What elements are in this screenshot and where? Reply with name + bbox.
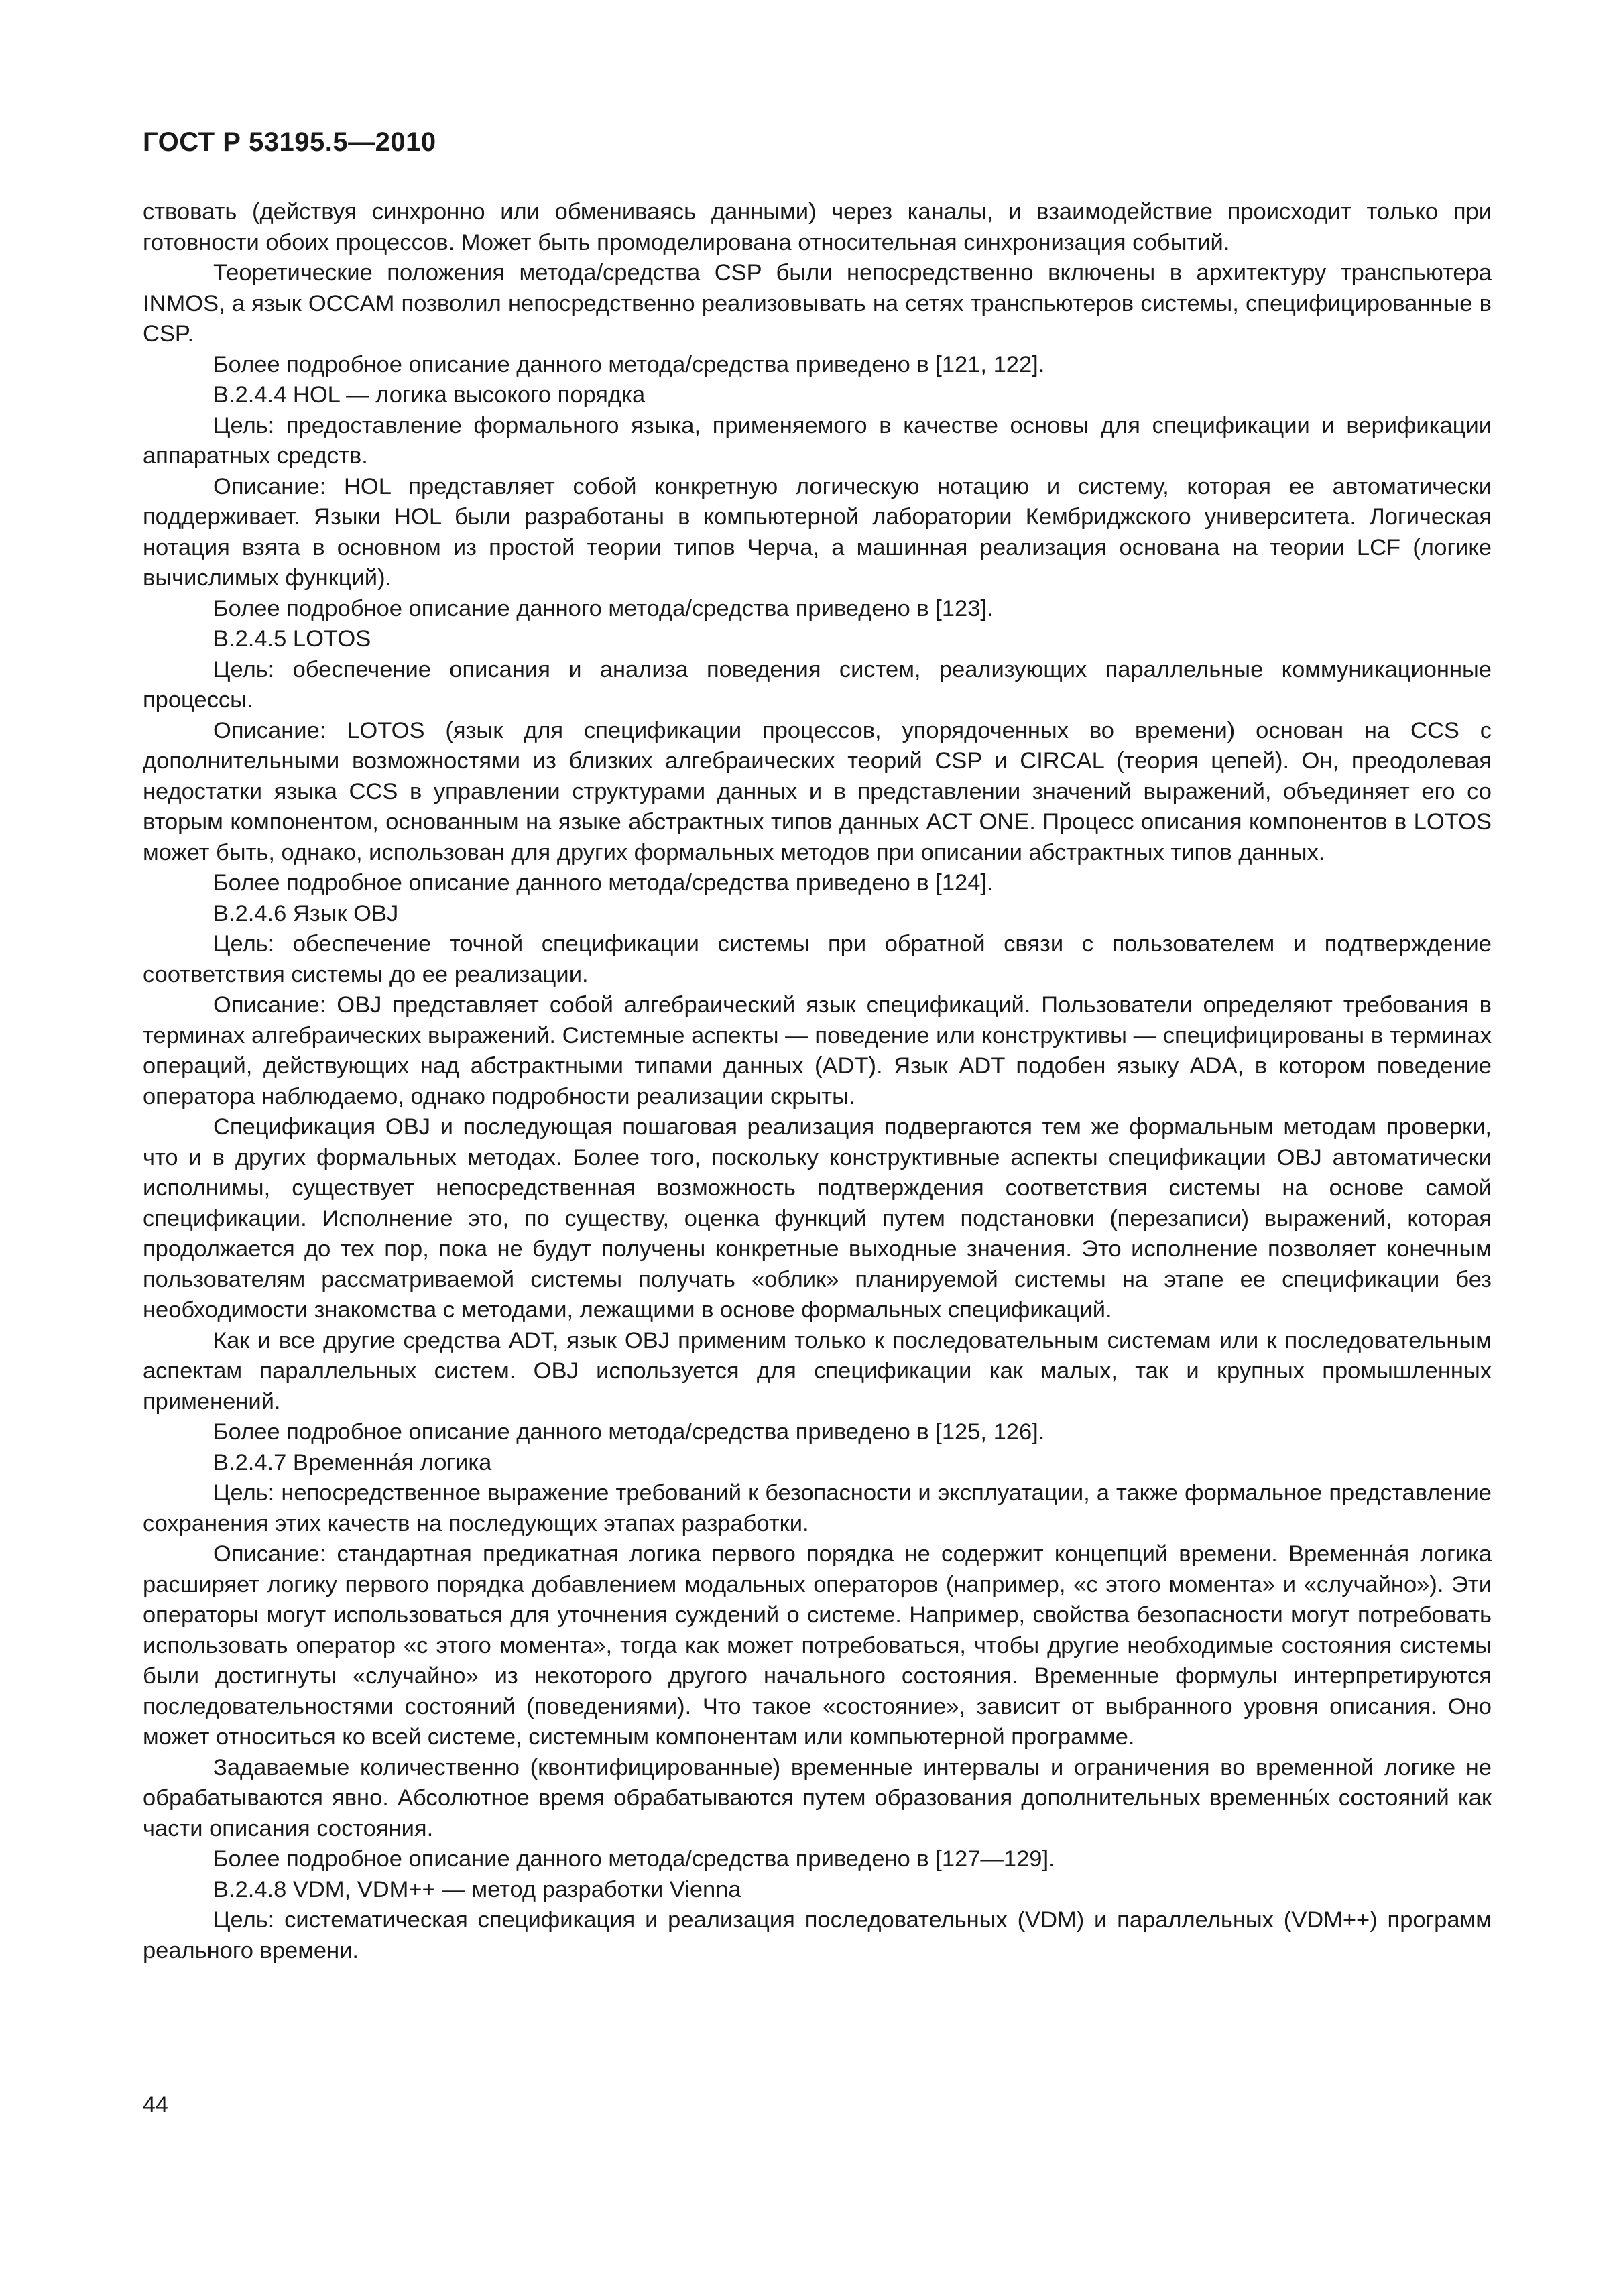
section-heading: В.2.4.6 Язык OBJ [213, 900, 399, 926]
paragraph: Более подробное описание данного метода/средства приведено в [125, 126]. [213, 1419, 1045, 1445]
paragraph: Описание: OBJ представляет собой алгебраический язык спецификаций. Пользователи определяют требования в терминах алгебраических выражений. Системные аспекты — поведение или конструктивы — специфицированы в терминах операций, действующих над абстрактными типами данных (ADT). Язык ADT подобен языку ADA, в котором поведение оператора наблюдаемо, однако подробности реализации скрыты. [143, 992, 1492, 1109]
paragraph: Теоретические положения метода/средства CSP были непосредственно включены в архитектуру транспьютера INMOS, а язык OCCAM позволил непосредственно реализовывать на сетях транспьютеров системы, специфицированные в CSP. [143, 260, 1492, 347]
paragraph: Более подробное описание данного метода/средства приведено в [124]. [213, 870, 994, 896]
paragraph: ствовать (действуя синхронно или обмениваясь данными) через каналы, и взаимодействие происходит только при готовности обоих процессов. Может быть промоделирована относительная синхронизация событий. [143, 199, 1492, 255]
body-text [143, 197, 1492, 1966]
page [143, 122, 1492, 1966]
paragraph: Цель: обеспечение описания и анализа поведения систем, реализующих параллельные коммуникационные процессы. [143, 656, 1492, 713]
paragraph: Более подробное описание данного метода/средства приведено в [123]. [213, 595, 994, 621]
paragraph: Описание: HOL представляет собой конкретную логическую нотацию и систему, которая ее автоматически поддерживает. Языки HOL были разработаны в компьютерной лаборатории Кембриджского университета. Логическая нотация взята в основном из простой теории типов Черча, а машинная реализация основана на теории LCF (логике вычислимых функций). [143, 473, 1492, 591]
paragraph: Описание: LOTOS (язык для спецификации процессов, упорядоченных во времени) основан на CCS с дополнительными возможностями из близких алгебраических теорий CSP и CIRCAL (теория цепей). Он, преодолевая недостатки языка CCS в управлении структурами данных и в представлении значений выражений, объединяет его со вторым компонентом, основанным на языке абстрактных типов данных ACT ONE. Процесс описания компонентов в LOTOS может быть, однако, использован для других формальных методов при описании абстрактных типов данных. [143, 717, 1492, 865]
paragraph: Цель: обеспечение точной спецификации системы при обратной связи с пользователем и подтверждение соответствия системы до ее реализации. [143, 931, 1492, 987]
document-header: ГОСТ Р 53195.5—2010 [143, 127, 436, 157]
paragraph: Более подробное описание данного метода/средства приведено в [127—129]. [213, 1846, 1055, 1872]
paragraph: Цель: предоставление формального языка, применяемого в качестве основы для спецификации и верификации аппаратных средств. [143, 412, 1492, 469]
paragraph: Цель: систематическая спецификация и реализация последовательных (VDM) и параллельных (VDM++) программ реального времени. [143, 1907, 1492, 1963]
section-heading: В.2.4.8 VDM, VDM++ — метод разработки Vienna [213, 1876, 741, 1902]
paragraph: Более подробное описание данного метода/средства приведено в [121, 122]. [213, 351, 1045, 377]
section-heading: В.2.4.4 HOL — логика высокого порядка [213, 382, 646, 408]
paragraph: Задаваемые количественно (квонтифицированные) временные интервалы и ограничения во временной логике не обрабатываются явно. Абсолютное время обрабатываются путем образования дополнительных временны́х состояний как части описания состояния. [143, 1754, 1492, 1841]
section-heading: В.2.4.7 Временна́я логика [213, 1449, 492, 1475]
paragraph: Спецификация OBJ и последующая пошаговая реализация подвергаются тем же формальным методам проверки, что и в других формальных методах. Более того, поскольку конструктивные аспекты спецификации OBJ автоматически исполнимы, существует непосредственная возможность подтверждения соответствия системы на основе самой спецификации. Исполнение это, по существу, оценка функций путем подстановки (перезаписи) выражений, которая продолжается до тех пор, пока не будут получены конкретные выходные значения. Это исполнение позволяет конечным пользователям рассматриваемой системы получать «облик» планируемой системы на этапе ее спецификации без необходимости знакомства с методами, лежащими в основе формальных спецификаций. [143, 1114, 1492, 1323]
paragraph: Как и все другие средства ADT, язык OBJ применим только к последовательным системам или к последовательным аспектам параллельных систем. OBJ используется для спецификации как малых, так и крупных промышленных применений. [143, 1327, 1492, 1414]
page-number: 44 [143, 2092, 168, 2118]
paragraph: Цель: непосредственное выражение требований к безопасности и эксплуатации, а также формальное представление сохранения этих качеств на последующих этапах разработки. [143, 1480, 1492, 1536]
paragraph: Описание: стандартная предикатная логика первого порядка не содержит концепций времени. Временна́я логика расширяет логику первого порядка добавлением модальных операторов (например, «с этого момента» и «случайно»). Эти операторы могут использоваться для уточнения суждений о системе. Например, свойства безопасности могут потребовать использовать оператор «с этого момента», тогда как может потребоваться, чтобы другие необходимые состояния системы были достигнуты «случайно» из некоторого другого начального состояния. Временные формулы интерпретируются последовательностями состояний (поведениями). Что такое «состояние», зависит от выбранного уровня описания. Оно может относиться ко всей системе, системным компонентам или компьютерной программе. [143, 1541, 1492, 1750]
section-heading: В.2.4.5 LOTOS [213, 626, 371, 652]
